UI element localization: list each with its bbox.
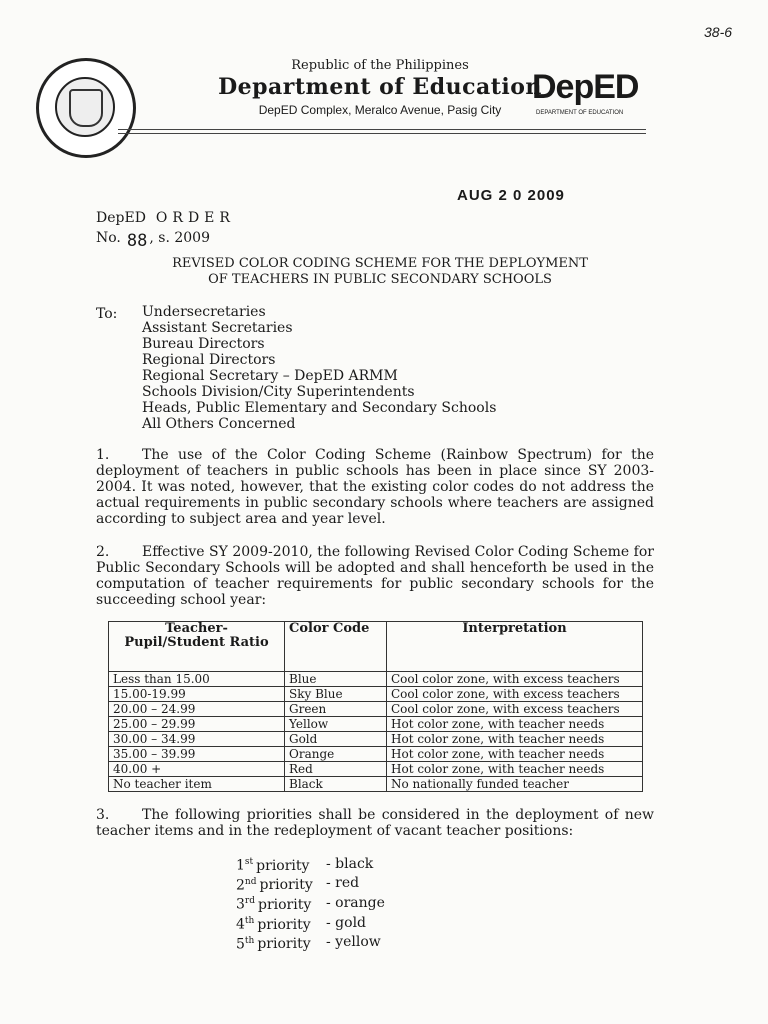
header-divider [118,129,646,130]
cell-color-code: Sky Blue [285,687,387,702]
header-interpretation: Interpretation [387,622,643,672]
recipient-item: Assistant Secretaries [142,320,293,336]
priority-label [236,854,326,874]
cell-ratio: 25.00 – 29.99 [109,717,285,732]
table-row [109,747,643,762]
priority-list [236,854,385,952]
priority-number: 2 [236,877,245,894]
paragraph-number: 3. [96,807,110,823]
paragraph-text: The following priorities shall be considered in the deployment of new teacher items and in the redeployment of vacant teacher positions: [96,807,654,839]
priority-ordinal-suffix: rd [244,896,255,907]
cell-interpretation: Cool color zone, with excess teachers [387,702,643,717]
priority-item [236,893,385,913]
priority-label [236,933,326,953]
priority-word: priority [258,896,312,913]
header-ratio-line2: Pupil/Student Ratio [124,635,269,650]
table-row [109,777,643,792]
priority-word: priority [256,857,310,874]
table-row [109,717,643,732]
recipient-item: Regional Directors [142,352,276,368]
paragraph-text: The use of the Color Coding Scheme (Rainbow Spectrum) for the deployment of teachers in public schools has been in place since SY 2003-2004. It was noted, however, that the existing color codes do not address the actual requirements in public secondary schools where teachers are assigned according to subject area and year level. [96,447,654,527]
cell-ratio: 20.00 – 24.99 [109,702,285,717]
priority-word: priority [257,916,311,933]
date-stamp: AUG 2 0 2009 [457,187,565,204]
priority-value: - black [326,855,374,872]
header-divider [118,133,646,134]
document-title [150,256,610,288]
cell-ratio: 35.00 – 39.99 [109,747,285,762]
deped-logo-text: DepED [532,68,639,106]
recipient-item: Undersecretaries [142,304,266,320]
color-coding-table [108,621,643,792]
table-header-row [109,622,643,672]
cell-color-code: Red [285,762,387,777]
recipient-item: Bureau Directors [142,336,265,352]
paragraph-number: 1. [96,447,110,463]
cell-interpretation: Hot color zone, with teacher needs [387,717,643,732]
recipient-list [142,304,496,432]
handwritten-page-mark: 38-6 [704,24,733,40]
table-row [109,732,643,747]
to-label: To: [96,306,118,322]
paragraph-2 [96,544,654,608]
republic-heading: Republic of the Philippines [291,58,469,73]
recipient-item: Regional Secretary – DepED ARMM [142,368,398,384]
title-line: OF TEACHERS IN PUBLIC SECONDARY SCHOOLS [208,272,552,287]
header-color-code: Color Code [285,622,387,672]
cell-interpretation: Cool color zone, with excess teachers [387,672,643,687]
priority-item [236,913,385,933]
cell-interpretation: Hot color zone, with teacher needs [387,762,643,777]
recipient-item: Schools Division/City Superintendents [142,384,415,400]
order-prefix: DepED [96,210,146,226]
cell-interpretation: Cool color zone, with excess teachers [387,687,643,702]
priority-item [236,874,385,894]
table-row [109,762,643,777]
order-number-line: No. 88 , s. 2009 [96,230,210,251]
cell-ratio: 40.00 + [109,762,285,777]
paragraph-number: 2. [96,544,110,560]
order-series: s. 2009 [158,230,210,246]
priority-item [236,933,385,953]
priority-label [236,893,326,913]
priority-number: 4 [236,916,245,933]
department-seal-icon [36,58,136,158]
recipient-item: Heads, Public Elementary and Secondary Schools [142,400,497,416]
cell-interpretation: No nationally funded teacher [387,777,643,792]
cell-color-code: Green [285,702,387,717]
priority-ordinal-suffix: nd [244,876,257,887]
priority-value: - gold [326,914,367,931]
table-row [109,672,643,687]
paragraph-text: Effective SY 2009-2010, the following Revised Color Coding Scheme for Public Secondary Schools will be adopted and shall henceforth be used in the computation of teacher requirements for public secondary schools for the succeeding school year: [96,544,654,608]
department-address: DepED Complex, Meralco Avenue, Pasig City [258,103,502,117]
deped-logo-caption: DEPARTMENT OF EDUCATION [536,110,624,116]
order-line [96,210,235,226]
priority-value: - yellow [326,934,381,951]
deped-logo-icon [532,64,642,124]
department-heading: Department of Education [218,74,542,100]
header-ratio-line1: Teacher- [165,621,228,636]
order-number: 88 [126,231,148,251]
priority-word: priority [259,877,313,894]
table-row [109,702,643,717]
paragraph-3 [96,807,654,839]
priority-label [236,874,326,894]
priority-item [236,854,385,874]
priority-number: 1 [236,857,245,874]
order-word: ORDER [155,210,235,226]
priority-number: 5 [236,936,245,953]
cell-color-code: Yellow [285,717,387,732]
recipient-item: All Others Concerned [142,416,296,432]
cell-color-code: Blue [285,672,387,687]
table-row [109,687,643,702]
priority-ordinal-suffix: th [244,915,255,926]
priority-ordinal-suffix: st [244,857,254,867]
priority-label [236,913,326,933]
order-no-label: No. [96,230,121,246]
cell-color-code: Black [285,777,387,792]
priority-word: priority [257,936,311,953]
priority-ordinal-suffix: th [244,935,255,946]
priority-value: - red [326,875,360,892]
paragraph-1 [96,447,654,527]
cell-ratio: 30.00 – 34.99 [109,732,285,747]
priority-value: - orange [326,895,385,912]
cell-color-code: Orange [285,747,387,762]
cell-color-code: Gold [285,732,387,747]
cell-interpretation: Hot color zone, with teacher needs [387,732,643,747]
cell-interpretation: Hot color zone, with teacher needs [387,747,643,762]
cell-ratio: No teacher item [109,777,285,792]
cell-ratio: Less than 15.00 [109,672,285,687]
cell-ratio: 15.00-19.99 [109,687,285,702]
header-ratio [109,622,285,672]
priority-number: 3 [236,896,245,913]
title-line: REVISED COLOR CODING SCHEME FOR THE DEPLOYMENT [172,256,588,271]
